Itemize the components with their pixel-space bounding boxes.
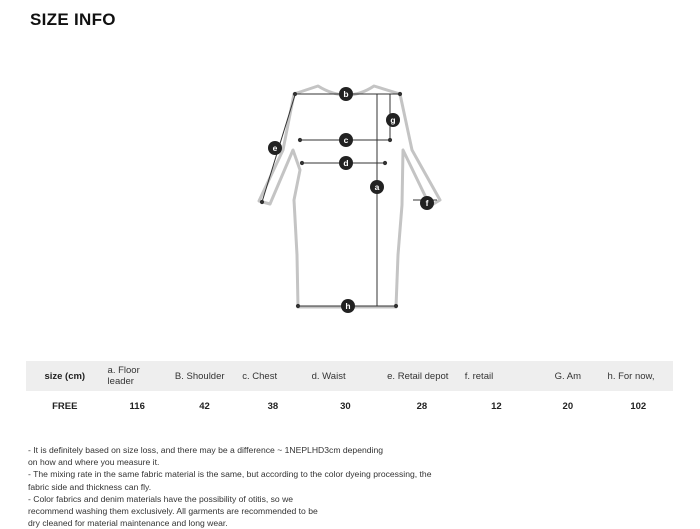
note-line: fabric side and thickness can fly. — [28, 481, 152, 492]
note-line: - It is definitely based on size loss, and there may be a difference ~ 1NEPLHD3cm depending — [28, 445, 384, 455]
size-table-header — [26, 361, 673, 391]
measure-mark-a: a — [370, 180, 384, 194]
header-col: e. Retail depot — [383, 361, 461, 391]
table-cell: 116 — [129, 400, 145, 412]
measure-mark-b: b — [339, 87, 353, 101]
note-line: dry cleaned for material maintenance and long wear. — [28, 518, 228, 529]
note-line: recommend washing them exclusively. All garments are recommended to be — [28, 506, 318, 517]
header-col: G. Am — [532, 361, 603, 391]
table-cell: 12 — [491, 400, 502, 412]
dress-outline — [259, 86, 440, 307]
measure-mark-f: f — [420, 196, 434, 210]
note-line: - The mixing rate in the same fabric material is the same, but according to the color dyeing processing, the — [28, 469, 432, 480]
table-cell: 38 — [267, 400, 279, 412]
measure-mark-g: g — [386, 113, 400, 127]
header-col: f. retail — [461, 361, 532, 391]
measure-mark-d: d — [339, 156, 353, 170]
table-cell: 28 — [416, 400, 428, 412]
header-size-cm: size (cm) — [26, 361, 104, 391]
header-col: c. Chest — [238, 361, 307, 391]
table-cell: 102 — [630, 400, 647, 412]
note-line: - Color fabrics and denim materials have the possibility of otitis, so we — [28, 493, 294, 504]
table-cell: 30 — [340, 400, 351, 412]
measure-mark-c: c — [339, 133, 353, 147]
care-notes — [28, 444, 498, 529]
page-title: SIZE INFO — [30, 10, 116, 29]
table-cell: 20 — [562, 400, 574, 412]
header-col: h. For now, — [604, 361, 673, 391]
header-col: a. Floor leader — [104, 361, 171, 391]
measure-mark-e: e — [268, 141, 282, 155]
header-col: B. Shoulder — [171, 361, 238, 391]
measure-mark-h: h — [341, 299, 355, 313]
size-table — [26, 361, 673, 421]
table-cell: 42 — [199, 400, 210, 412]
row-label: FREE — [52, 400, 78, 412]
note-line: on how and where you measure it. — [28, 457, 160, 468]
table-row — [26, 391, 673, 421]
header-col: d. Waist — [308, 361, 384, 391]
